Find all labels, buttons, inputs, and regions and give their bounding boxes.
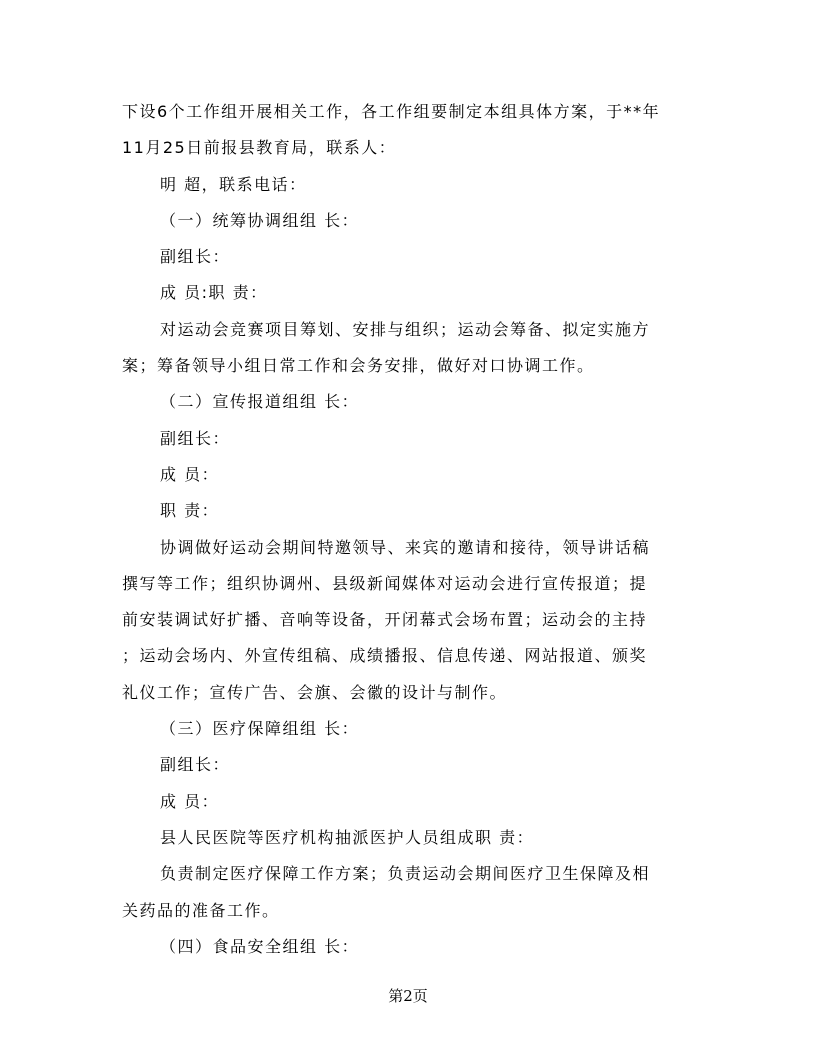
section-heading: （二）宣传报道组组 长： — [160, 392, 360, 412]
document-body — [122, 94, 690, 965]
text-line: 负责制定医疗保障工作方案；负责运动会期间医疗卫生保障及相 — [160, 864, 651, 884]
text-line: 协调做好运动会期间特邀领导、来宾的邀请和接待，领导讲话稿 — [160, 537, 651, 557]
section-heading: （三）医疗保障组组 长： — [160, 719, 360, 739]
page-number: 第2页 — [388, 987, 428, 1005]
section-heading: （一）统筹协调组组 长： — [160, 210, 360, 230]
text-line: 副组长： — [160, 247, 231, 267]
text-line: 明 超，联系电话： — [160, 174, 307, 194]
text-line: 关药品的准备工作。 — [122, 900, 280, 920]
text-line: 成 员： — [160, 791, 220, 811]
text-line: 职 责： — [160, 501, 220, 521]
section-heading: （四）食品安全组组 长： — [160, 936, 360, 956]
text-line: 成 员： — [160, 464, 220, 484]
text-line: 副组长： — [160, 428, 231, 448]
text-line: 前安装调试好扩播、音响等设备，开闭幕式会场布置；运动会的主持 — [122, 610, 648, 630]
text-line: 成 员:职 责： — [160, 283, 268, 303]
text-line: 礼仪工作；宣传广告、会旗、会徽的设计与制作。 — [122, 682, 508, 702]
text-line: 县人民医院等医疗机构抽派医护人员组成职 责： — [160, 827, 535, 847]
text-line: ；运动会场内、外宣传组稿、成绩播报、信息传递、网站报道、颁奖 — [122, 646, 648, 666]
text-line: 案；筹备领导小组日常工作和会务安排，做好对口协调工作。 — [122, 356, 595, 376]
text-line: 下设6个工作组开展相关工作，各工作组要制定本组具体方案，于**年 — [122, 102, 661, 121]
text-line: 对运动会竞赛项目筹划、安排与组织；运动会筹备、拟定实施方 — [160, 319, 651, 339]
text-line: 撰写等工作；组织协调州、县级新闻媒体对运动会进行宣传报道；提 — [122, 573, 648, 593]
text-line: 副组长： — [160, 755, 231, 775]
text-line: 11月25日前报县教育局，联系人： — [122, 138, 397, 158]
